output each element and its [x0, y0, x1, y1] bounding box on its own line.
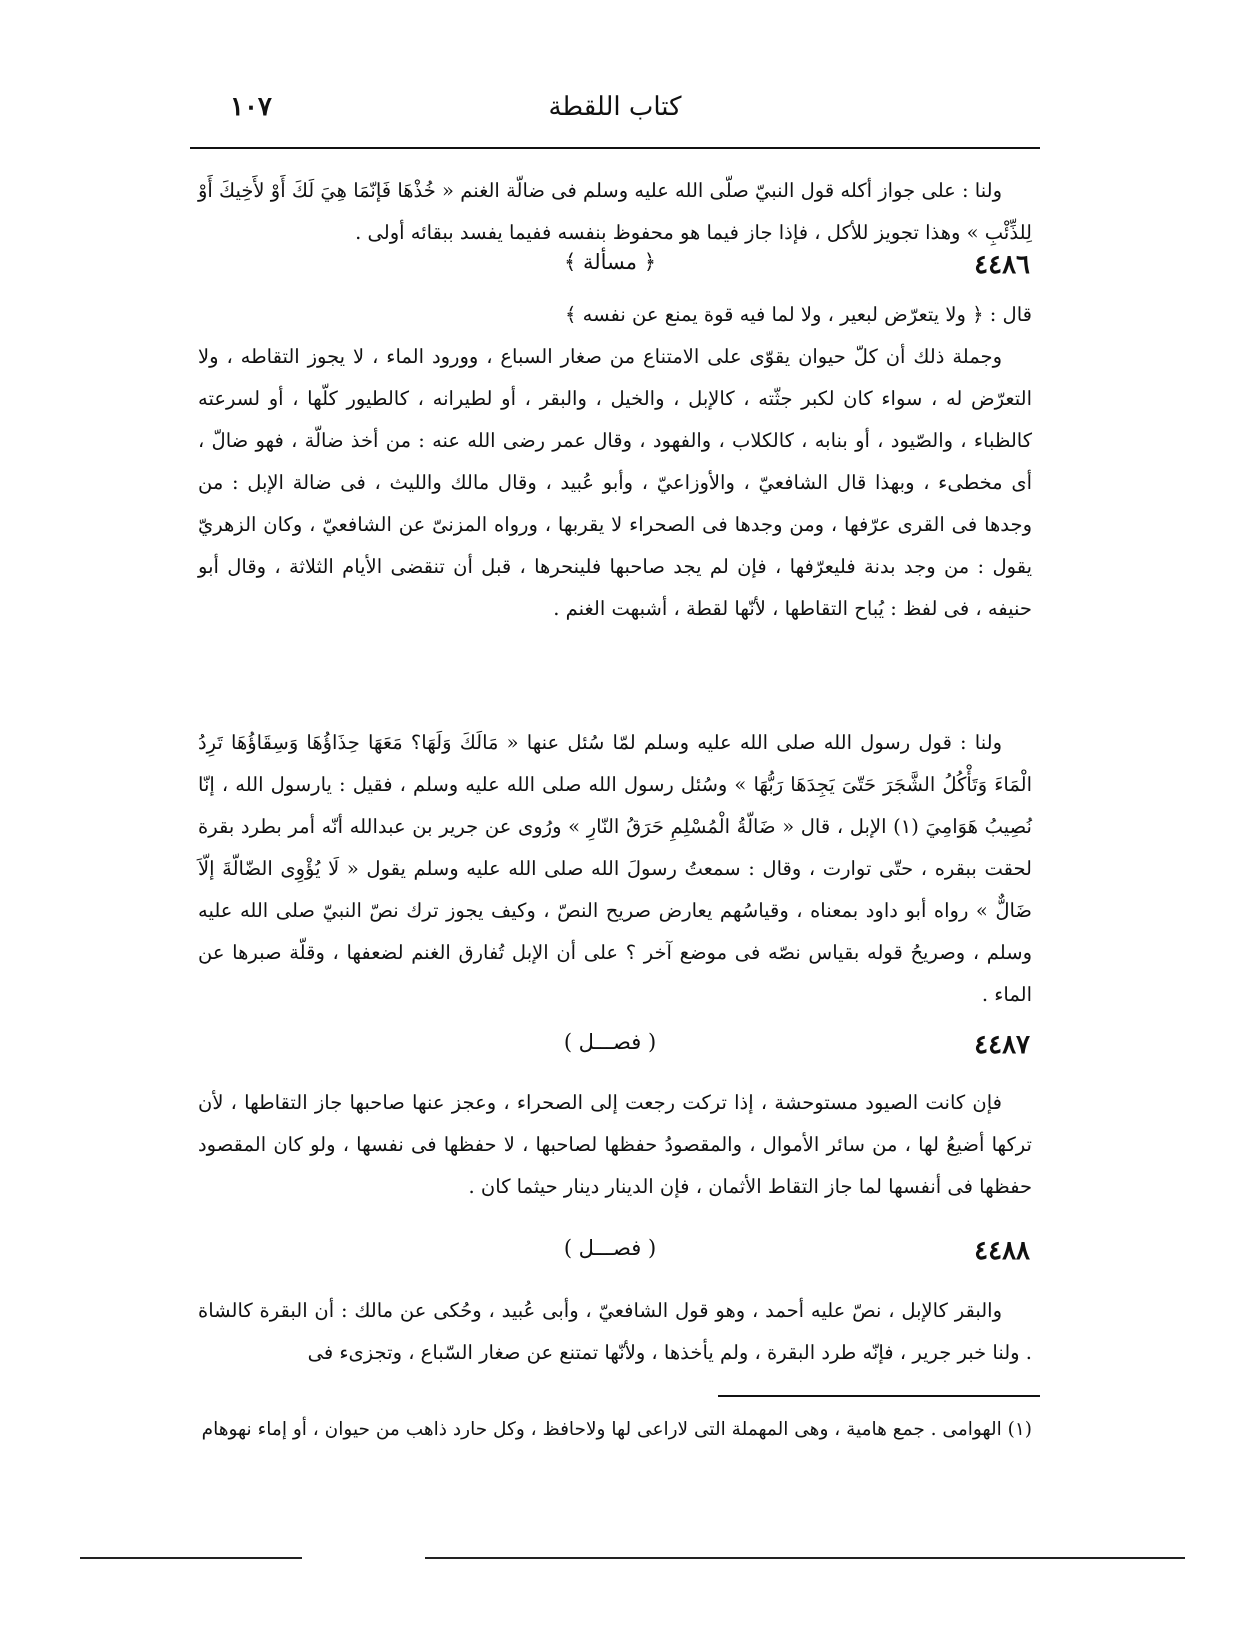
section-number: ٤٤٨٦ — [974, 250, 1030, 280]
page-header — [190, 92, 1040, 132]
paragraph-text: ولنا : قول رسول الله صلى الله عليه وسلم لمّا سُئل عنها « مَالَكَ وَلَهَا؟ مَعَهَا حِذَاؤُهَا وَسِقَاؤُهَا تَرِدُ الْمَاءَ وَتَأْكُلُ الشَّجَرَ حَتّىَ يَجِدَهَا رَبُّهَا » وسُئل رسول الله صلى الله عليه وسلم ، فقيل : يارسول الله ، إنّا نُصِيبُ هَوَامِيَ (١) الإبل ، قال « ضَالّةُ الْمُسْلِمِ حَرَقُ النّارِ » ورُوى عن جرير بن عبدالله أنّه أمر بطرد بقرة لحقت ببقره ، حتّى توارت ، وقال : سمعتُ رسولَ الله صلى الله عليه وسلم يقول « لَا يُؤْوِى الضّالّةَ إلّاَ ضَالٌّ » رواه أبو داود بمعناه ، وقياسُهم يعارض صريح النصّ ، وكيف يجوز ترك نصّ النبيّ صلى الله عليه وسلم ، وصريحُ قوله بقياس نصّه فى موضع آخر ؟ على أن الإبل تُفارق الغنم لضعفها ، وقلّة صبرها عن الماء . — [198, 731, 1032, 1006]
section-number: ٤٤٨٨ — [974, 1236, 1030, 1266]
footnote-rule — [718, 1395, 1040, 1397]
paragraph-text: وجملة ذلك أن كلّ حيوان يقوّى على الامتناع من صغار السباع ، وورود الماء ، لا يجوز التقاطه ، ولا التعرّض له ، سواء كان لكبر جثّته ، كالإبل ، والخيل ، والبقر ، أو لطيرانه ، كالطيور كلّها ، أو لسرعته كالظباء ، والصّيود ، أو بنابه ، كالكلاب ، والفهود ، وقال عمر رضى الله عنه : من أخذ ضالّة ، فهو ضالّ ، أى مخطىء ، وبهذا قال الشافعيّ ، والأوزاعيّ ، وأبو عُبيد ، وقال مالك والليث ، فى ضالة الإبل : من وجدها فى القرى عرّفها ، ومن وجدها فى الصحراء لا يقربها ، ورواه المزنىّ عن الشافعيّ ، وكان الزهريّ يقول : من وجد بدنة فليعرّفها ، فإن لم يجد صاحبها فلينحرها ، قبل أن تنقضى الأيام الثلاثة ، وقال أبو حنيفه ، فى لفظ : يُباح التقاطها ، لأنّها لقطة ، أشبهت الغنم . — [198, 345, 1032, 620]
header-rule — [190, 147, 1040, 149]
page-number: ١٠٧ — [230, 92, 272, 122]
section-label: ﴿ مسألة ﴾ — [564, 250, 656, 274]
paragraph-3 — [198, 336, 1032, 630]
paragraph-text: والبقر كالإبل ، نصّ عليه أحمد ، وهو قول الشافعيّ ، وأبى عُبيد ، وحُكى عن مالك : أن البقرة كالشاة . ولنا خبر جرير ، فإنّه طرد البقرة ، ولم يأخذها ، ولأنّها تمتنع عن صغار السّباع ، وتجزىء فى — [198, 1299, 1032, 1364]
paragraph-5 — [198, 1082, 1032, 1208]
paragraph-text: فإن كانت الصيود مستوحشة ، إذا تركت رجعت إلى الصحراء ، وعجز عنها صاحبها جاز التقاطها ، لأن تركها أضيعُ لها ، من سائر الأموال ، والمقصودُ حفظها لصاحبها ، لا حفظها فى نفسها ، ولو كان المقصود حفظها فى أنفسها لما جاز التقاط الأثمان ، فإن الدينار دينار حيثما كان . — [198, 1091, 1032, 1198]
section-number: ٤٤٨٧ — [974, 1030, 1030, 1060]
section-heading-4487 — [230, 1030, 1030, 1074]
bottom-rule-right — [425, 1557, 1185, 1559]
paragraph-1 — [198, 170, 1032, 254]
paragraph-4 — [198, 722, 1032, 1016]
paragraph-text: ولنا : على جواز أكله قول النبيّ صلّى الله عليه وسلم فى ضالّة الغنم « خُذْهَا فَإنّمَا هِيَ لَكَ أَوْ لأَخِيكَ أَوْ لِلذِّئْبِ » وهذا تجويز للأكل ، فإذا جاز فيما هو محفوظ بنفسه ففيما يفسد ببقائه أولى . — [198, 179, 1032, 244]
section-heading-4488 — [230, 1236, 1030, 1280]
bottom-rule-left — [80, 1557, 302, 1559]
paragraph-6 — [198, 1290, 1032, 1374]
running-title: كتاب اللقطة — [548, 92, 682, 122]
section-heading-4486 — [230, 250, 1030, 294]
paragraph-text: قال : ﴿ ولا يتعرّض لبعير ، ولا لما فيه قوة يمنع عن نفسه ﴾ — [565, 303, 1032, 326]
footnote: (١) الهوامى . جمع هامية ، وهى المهملة التى لاراعى لها ولاحافظ ، وكل حارد ذاهب من حيوان ، أو إماء نهوهام — [201, 1419, 1032, 1440]
section-label: ( فصـــل ) — [563, 1030, 657, 1054]
paragraph-2 — [198, 294, 1032, 336]
section-label: ( فصـــل ) — [563, 1236, 657, 1260]
